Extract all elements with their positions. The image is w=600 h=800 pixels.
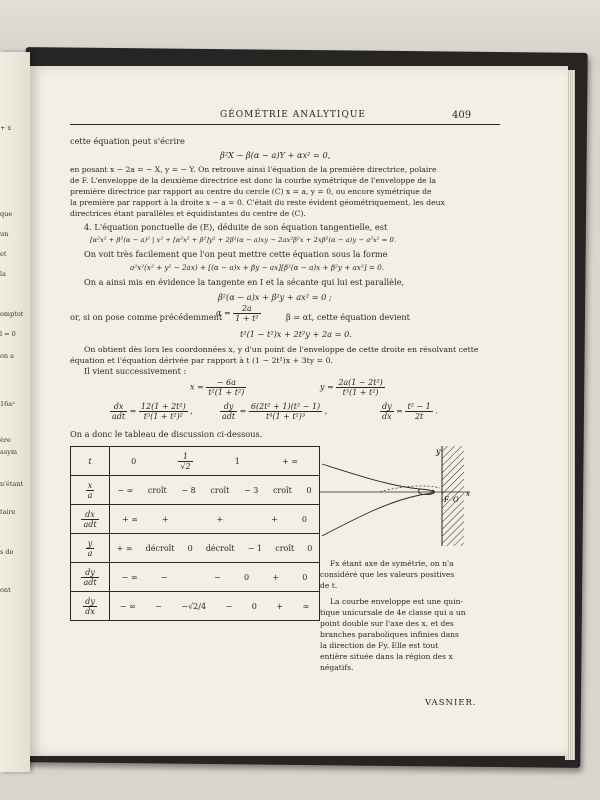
side-text: La courbe enveloppe est une quin- <box>330 597 464 606</box>
lower-branch <box>322 490 434 536</box>
dydt-formula: $\frac{dy}{\text{adt}}$ = $\frac{\text{6(2t² + 1)(t² − 1)}}{\text{t⁴(1 + t²)³}}$ , <box>222 402 328 421</box>
text-line: or, si on pose comme précédemment <box>70 312 223 322</box>
equation: [α²x² + β²(α − a)² | x² + [α²x² + β²]y² + 2β²(α − a)xy − 2ax²β²x + 2xβ²(α − a)y − a²x² = 0. <box>90 236 397 244</box>
header-rule <box>70 124 500 125</box>
dashed-curve <box>380 486 440 492</box>
f-label: F <box>444 496 449 504</box>
text-line: directrices étant parallèles et équidistantes du centre de (C). <box>70 209 306 218</box>
equation: β²(α − a)x + β²y + ax² = 0 ; <box>218 292 332 302</box>
section-heading: 4. L'équation ponctuelle de (E), déduite de son équation tangentielle, est <box>84 222 388 232</box>
x-formula: x = $\frac{- 6a}{\text{t²(1 + t²)}}$ <box>190 378 245 397</box>
text-line: On a ainsi mis en évidence la tangente en I et la sécante qui lui est parallèle, <box>84 277 405 287</box>
dxdt-formula: $\frac{dx}{\text{adt}}$ = $\frac{\text{12(1 + 2t²)}}{\text{t⁵(1 + t²)²}}$ , <box>112 402 193 421</box>
text-line: On obtient dès lors les coordonnées x, y d'un point de l'enveloppe de cette droite en résolvant cette <box>84 345 479 354</box>
left-page <box>0 52 30 772</box>
table-row: $\frac{x}{a}$ − ∞ croît − 8 croît − 3 croît 0 <box>71 476 320 505</box>
left-fragment: que <box>0 210 13 218</box>
left-fragment: et <box>0 250 7 258</box>
y-label: y <box>436 447 441 456</box>
left-fragment: un <box>0 230 9 238</box>
table-header-values: 0 $\frac{1}{√2}$ 1 + ∞ <box>110 447 320 476</box>
left-fragment: asym <box>0 448 18 456</box>
side-text: entière située dans la région des x <box>320 652 453 661</box>
left-fragment: la <box>0 270 6 278</box>
y-formula: y = $\frac{\text{2a(1 − 2t²)}}{\text{t³(1 + t²)}}$ <box>320 378 383 397</box>
equation: t²(1 − t²)x + 2t²y + 2a = 0. <box>240 329 352 339</box>
table-row: $\frac{dy}{\text{adt}}$ − ∞ − − 0 + 0 <box>71 563 320 592</box>
equation: β²X − β(α − a)Y + αx² = 0, <box>220 150 331 160</box>
text-line: équation et l'équation dérivée par rapport à t (1 − 2t²)x + 3ty = 0. <box>70 356 334 365</box>
text-line: première directrice par rapport au centre du cercle (C) x = a, y = 0, ou encore symétrique de <box>70 187 432 196</box>
running-header: GÉOMÉTRIE ANALYTIQUE <box>220 110 366 120</box>
side-text: point double sur l'axe des x, et des <box>320 619 454 628</box>
left-fragment: l = 0 <box>0 330 16 338</box>
side-text: branches paraboliques infinies dans <box>320 630 459 639</box>
alpha-fraction: α = $\frac{2a}{\text{1 + t²}}$ <box>216 304 259 323</box>
text-line: β = αt, cette équation devient <box>286 312 410 322</box>
equation: a²x²(x² + y² − 2ax) + [(α − a)x + βy − ax][β²(α − a)x + β²y + ax²] = 0. <box>130 263 384 272</box>
left-fragment: s de <box>0 548 14 556</box>
page-number: 409 <box>452 110 472 121</box>
signature: VASNIER. <box>425 698 477 708</box>
table-row: $\frac{y}{a}$ + ∞ décroît 0 décroît − 1 croît 0 <box>71 534 320 563</box>
right-page <box>30 66 568 756</box>
side-text: négatifs. <box>320 663 354 672</box>
table-row: $\frac{dy}{dx}$ − ∞ − −√2/4 − 0 + ∞ <box>71 592 320 621</box>
left-fragment: taire <box>0 508 16 516</box>
side-text: Fx étant axe de symétrie, on n'a <box>330 559 454 568</box>
left-fragment: n'étant <box>0 480 24 488</box>
table-row: $\frac{dx}{\text{adt}}$ + ∞ + + + 0 <box>71 505 320 534</box>
text-line: de F. L'enveloppe de la deuxième directrice est donc la courbe symétrique de l'enveloppe de la <box>70 176 437 185</box>
discussion-table <box>70 446 320 621</box>
table-header-label: t <box>71 447 110 476</box>
o-label: O <box>453 496 459 504</box>
text-line: en posant x − 2a = − X, y = − Y. On retrouve ainsi l'équation de la première directrice, polaire <box>70 165 437 174</box>
table-header-row <box>71 447 320 476</box>
text-line: cette équation peut s'écrire <box>70 136 185 146</box>
envelope-figure <box>320 446 480 551</box>
text-line: On voit très facilement que l'on peut mettre cette équation sous la forme <box>84 249 388 259</box>
left-fragment: omptot <box>0 310 24 318</box>
one-over-sqrt2: $\frac{1}{√2}$ <box>180 451 191 471</box>
side-text: tique unicursale de 4e classe qui a un <box>320 608 466 617</box>
side-text: de t. <box>320 581 338 590</box>
side-text: considéré que les valeurs positives <box>320 570 455 579</box>
side-text: la direction de Fy. Elle est tout <box>320 641 439 650</box>
left-fragment: ère <box>0 436 11 444</box>
text-line: la première par rapport à la droite x − a = 0. C'était du reste évident géométriquement, les deux <box>70 198 445 207</box>
text-line: Il vient successivement : <box>84 366 187 376</box>
dydx-formula: $\frac{dy}{dx}$ = $\frac{\text{t² − 1}}{2t}$ . <box>382 402 438 421</box>
upper-branch <box>322 464 434 495</box>
left-fragment: 16a² <box>0 400 15 408</box>
left-fragment: on a <box>0 352 15 360</box>
x-label: x <box>466 490 470 498</box>
left-fragment: + x <box>0 124 12 132</box>
left-fragment: ont <box>0 586 11 594</box>
text-line: On a donc le tableau de discussion ci-dessous. <box>70 429 263 439</box>
